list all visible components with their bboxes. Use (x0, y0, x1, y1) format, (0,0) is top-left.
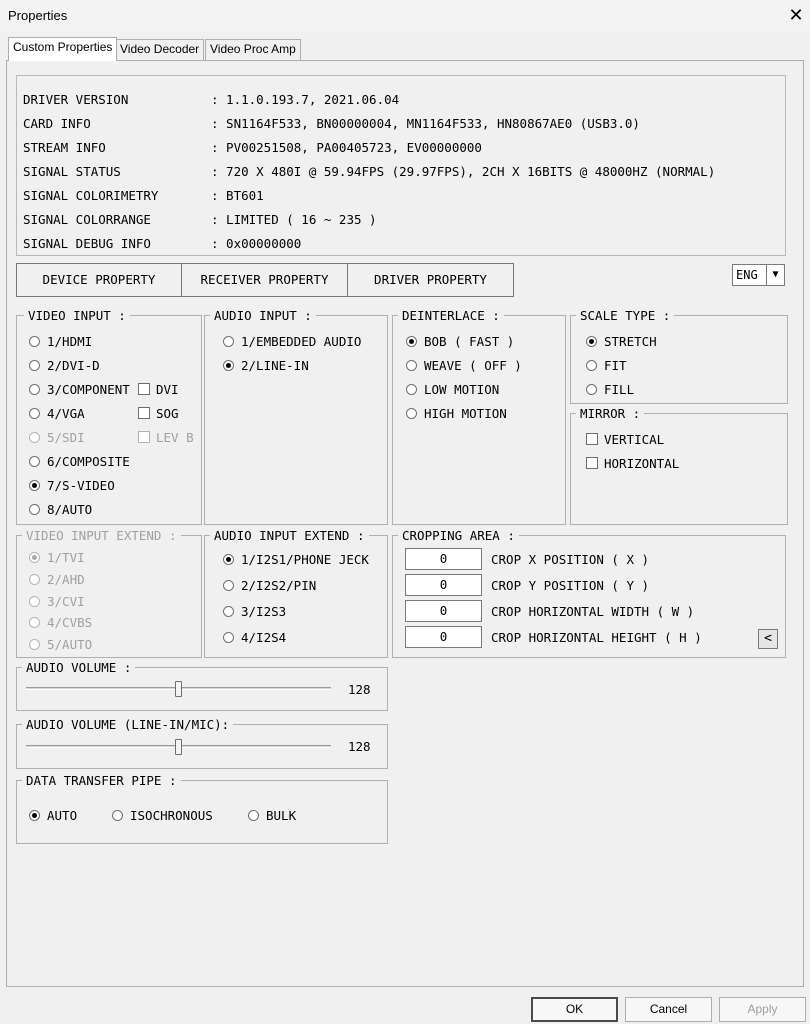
language-selected-value: ENG (736, 268, 758, 282)
video-extend-radio-cvbs[interactable] (29, 617, 40, 628)
language-select[interactable] (732, 264, 785, 286)
deinterlace-title: DEINTERLACE : (398, 308, 504, 323)
tab-video-decoder[interactable]: Video Decoder (115, 39, 204, 60)
pipe-label: AUTO (47, 808, 78, 823)
video-input-label: 7/S-VIDEO (47, 478, 115, 493)
pipe-label: BULK (266, 808, 297, 823)
pipe-radio-bulk[interactable] (248, 810, 259, 821)
window-title: Properties (8, 8, 68, 23)
crop-height-input[interactable]: 0 (405, 626, 482, 648)
audio-volume-linein-value: 128 (348, 739, 371, 754)
info-label: SIGNAL DEBUG INFO (23, 236, 151, 251)
sog-checkbox-label: SOG (156, 406, 179, 421)
info-label: SIGNAL COLORIMETRY (23, 188, 159, 203)
scale-type-label: STRETCH (604, 334, 657, 349)
audio-volume-title: AUDIO VOLUME : (22, 660, 135, 675)
deinterlace-radio-low-motion[interactable] (406, 384, 417, 395)
video-extend-label: 1/TVI (47, 550, 85, 565)
video-input-label: 4/VGA (47, 406, 85, 421)
deinterlace-radio-weave[interactable] (406, 360, 417, 371)
deinterlace-label: BOB ( FAST ) (424, 334, 515, 349)
video-extend-label: 3/CVI (47, 594, 85, 609)
receiver-property-button[interactable]: RECEIVER PROPERTY (181, 263, 348, 297)
audio-input-radio-line-in[interactable] (223, 360, 234, 371)
crop-height-label: CROP HORIZONTAL HEIGHT ( H ) (491, 630, 702, 645)
tab-video-proc-amp[interactable]: Video Proc Amp (205, 39, 301, 60)
info-value: : PV00251508, PA00405723, EV00000000 (211, 140, 482, 155)
deinterlace-radio-high-motion[interactable] (406, 408, 417, 419)
close-icon[interactable]: ✕ (788, 5, 804, 25)
info-label: CARD INFO (23, 116, 91, 131)
video-extend-label: 5/AUTO (47, 637, 93, 652)
info-value: : 0x00000000 (211, 236, 302, 251)
title-bar (0, 0, 810, 32)
apply-button[interactable]: Apply (719, 997, 806, 1022)
driver-property-button[interactable]: DRIVER PROPERTY (347, 263, 514, 297)
tab-custom-properties[interactable]: Custom Properties (8, 37, 117, 61)
data-transfer-pipe-title: DATA TRANSFER PIPE : (22, 773, 181, 788)
audio-volume-value: 128 (348, 682, 371, 697)
audio-extend-label: 3/I2S3 (241, 604, 287, 619)
crop-x-input[interactable]: 0 (405, 548, 482, 570)
video-input-radio-component[interactable] (29, 384, 40, 395)
video-input-extend-group (16, 535, 202, 658)
scale-type-label: FIT (604, 358, 627, 373)
audio-extend-label: 4/I2S4 (241, 630, 287, 645)
video-input-label: 6/COMPOSITE (47, 454, 130, 469)
deinterlace-radio-bob[interactable] (406, 336, 417, 347)
video-input-radio-sdi[interactable] (29, 432, 40, 443)
scale-type-radio-fit[interactable] (586, 360, 597, 371)
video-input-title: VIDEO INPUT : (24, 308, 130, 323)
video-input-radio-hdmi[interactable] (29, 336, 40, 347)
cancel-button[interactable]: Cancel (625, 997, 712, 1022)
audio-extend-radio-i2s2[interactable] (223, 580, 234, 591)
crop-y-input[interactable]: 0 (405, 574, 482, 596)
video-input-radio-vga[interactable] (29, 408, 40, 419)
audio-input-label: 2/LINE-IN (241, 358, 309, 373)
crop-y-label: CROP Y POSITION ( Y ) (491, 578, 650, 593)
pipe-radio-auto[interactable] (29, 810, 40, 821)
scale-type-radio-fill[interactable] (586, 384, 597, 395)
audio-extend-label: 2/I2S2/PIN (241, 578, 317, 593)
audio-input-title: AUDIO INPUT : (210, 308, 316, 323)
mirror-vertical-checkbox[interactable] (586, 433, 598, 445)
crop-width-label: CROP HORIZONTAL WIDTH ( W ) (491, 604, 695, 619)
device-property-button[interactable]: DEVICE PROPERTY (16, 263, 182, 297)
info-value: : 720 X 480I @ 59.94FPS (29.97FPS), 2CH X 16BITS @ 48000HZ (NORMAL) (211, 164, 716, 179)
video-extend-radio-cvi[interactable] (29, 596, 40, 607)
pipe-radio-isochronous[interactable] (112, 810, 123, 821)
chevron-down-icon[interactable]: ▼ (766, 265, 784, 285)
video-input-label: 1/HDMI (47, 334, 93, 349)
video-input-label: 5/SDI (47, 430, 85, 445)
info-value: : SN1164F533, BN00000004, MN1164F533, HN80867AE0 (USB3.0) (211, 116, 640, 131)
mirror-label: VERTICAL (604, 432, 665, 447)
audio-volume-slider-thumb[interactable] (175, 681, 182, 697)
info-value: : BT601 (211, 188, 264, 203)
scale-type-group (570, 315, 788, 404)
audio-extend-radio-i2s4[interactable] (223, 632, 234, 643)
info-label: SIGNAL STATUS (23, 164, 121, 179)
scale-type-title: SCALE TYPE : (576, 308, 674, 323)
video-input-label: 8/AUTO (47, 502, 93, 517)
video-input-label: 2/DVI-D (47, 358, 100, 373)
video-extend-radio-tvi[interactable] (29, 552, 40, 563)
video-extend-radio-auto[interactable] (29, 639, 40, 650)
info-label: DRIVER VERSION (23, 92, 129, 107)
ok-button[interactable]: OK (531, 997, 618, 1022)
deinterlace-label: LOW MOTION (424, 382, 500, 397)
mirror-horizontal-checkbox[interactable] (586, 457, 598, 469)
lev-b-checkbox[interactable] (138, 431, 150, 443)
dvi-checkbox[interactable] (138, 383, 150, 395)
video-input-radio-auto[interactable] (29, 504, 40, 515)
pipe-label: ISOCHRONOUS (130, 808, 213, 823)
info-label: STREAM INFO (23, 140, 106, 155)
scale-type-radio-stretch[interactable] (586, 336, 597, 347)
crop-x-label: CROP X POSITION ( X ) (491, 552, 650, 567)
video-input-radio-composite[interactable] (29, 456, 40, 467)
video-input-radio-dvi-d[interactable] (29, 360, 40, 371)
mirror-label: HORIZONTAL (604, 456, 680, 471)
deinterlace-label: HIGH MOTION (424, 406, 507, 421)
crop-apply-button[interactable]: < (758, 629, 778, 649)
deinterlace-label: WEAVE ( OFF ) (424, 358, 522, 373)
dvi-checkbox-label: DVI (156, 382, 179, 397)
crop-width-input[interactable]: 0 (405, 600, 482, 622)
info-label: SIGNAL COLORRANGE (23, 212, 151, 227)
audio-extend-radio-i2s1[interactable] (223, 554, 234, 565)
info-value: : 1.1.0.193.7, 2021.06.04 (211, 92, 400, 107)
cropping-area-title: CROPPING AREA : (398, 528, 519, 543)
video-extend-label: 4/CVBS (47, 615, 93, 630)
audio-input-extend-title: AUDIO INPUT EXTEND : (210, 528, 369, 543)
video-input-label: 3/COMPONENT (47, 382, 130, 397)
audio-volume-linein-title: AUDIO VOLUME (LINE-IN/MIC): (22, 717, 233, 732)
audio-extend-radio-i2s3[interactable] (223, 606, 234, 617)
audio-input-label: 1/EMBEDDED AUDIO (241, 334, 362, 349)
video-extend-label: 2/AHD (47, 572, 85, 587)
mirror-title: MIRROR : (576, 406, 644, 421)
video-extend-radio-ahd[interactable] (29, 574, 40, 585)
video-input-radio-s-video[interactable] (29, 480, 40, 491)
lev-b-checkbox-label: LEV B (156, 430, 194, 445)
audio-volume-linein-slider-thumb[interactable] (175, 739, 182, 755)
audio-extend-label: 1/I2S1/PHONE JECK (241, 552, 369, 567)
video-input-extend-title: VIDEO INPUT EXTEND : (22, 528, 181, 543)
info-value: : LIMITED ( 16 ~ 235 ) (211, 212, 377, 227)
audio-input-radio-embedded[interactable] (223, 336, 234, 347)
sog-checkbox[interactable] (138, 407, 150, 419)
scale-type-label: FILL (604, 382, 635, 397)
